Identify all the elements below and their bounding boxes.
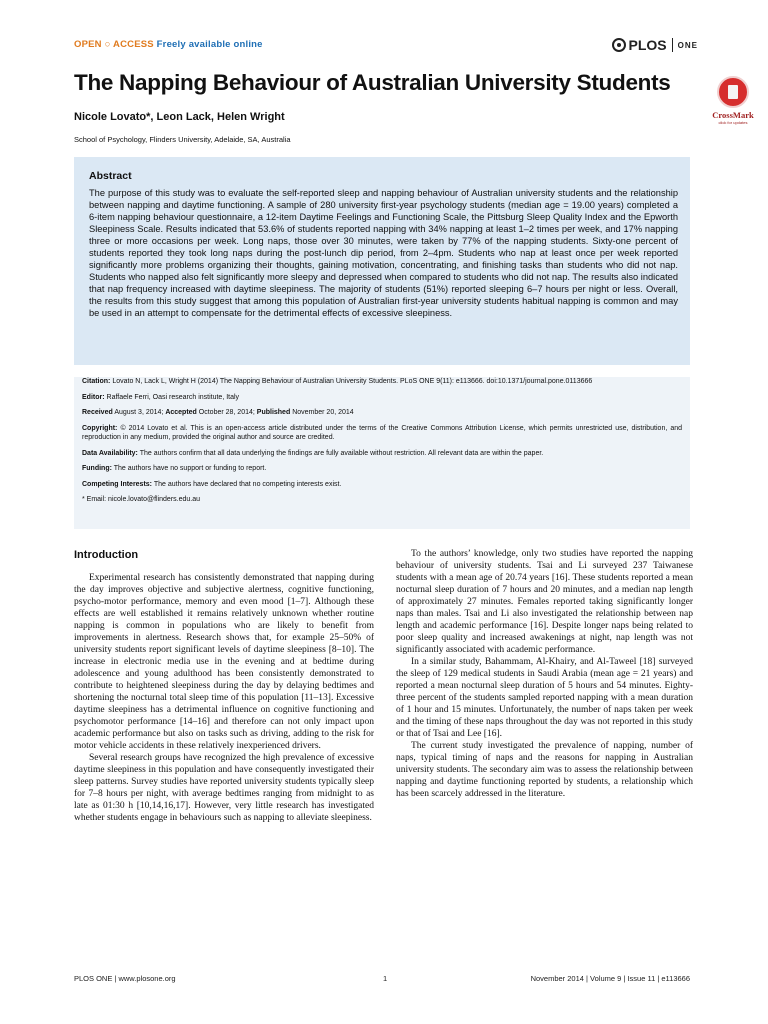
intro-paragraph-3: To the authors’ knowledge, only two studies have reported the napping behaviour of university students. Tsai and Li surveyed 237 Taiwanese students with a mean age of 20.74 years [16]. These students reported a mean nocturnal sleep duration of 7 hours and 20 minutes, and a median nap length of approximately 27 minutes. Females reported taking significantly longer naps than males. Tsai and Li also investigated the relationship between nap length and academic performance [16]. Despite longer naps being related to poor sleep quality and increased awakenings at night, nap length was not significantly associated with academic performance. — [396, 549, 693, 655]
footer-journal[interactable]: PLOS ONE | www.plosone.org — [74, 974, 176, 983]
editor-text: Raffaele Ferri, Oasi research institute, Italy — [106, 393, 240, 401]
freely-available-label: Freely available online — [156, 39, 263, 50]
plos-wordmark: PLOS — [628, 37, 667, 53]
dates — [82, 408, 682, 418]
copyright — [82, 424, 682, 443]
access-label: ACCESS — [113, 39, 154, 50]
citation-text: Lovato N, Lack L, Wright H (2014) The Napping Behaviour of Australian University Students. PLoS ONE 9(11): e113666. doi:10.1371/journal.pone.0113666 — [112, 378, 593, 385]
corresponding-email[interactable]: * Email: nicole.lovato@flinders.edu.au — [82, 496, 201, 503]
abstract-heading: Abstract — [89, 170, 132, 182]
crossmark-sub-label: click for updates — [718, 120, 748, 125]
abstract-text: The purpose of this study was to evaluate the self-reported sleep and napping behaviour of Australian university students and the relationship between napping and daytime functioning. A sample of 280 university first-year psychology students (median age = 19.00 years) completed a 6-item napping behaviour questionnaire, a 12-item Daytime Feelings and Functioning Scale, the Pittsburg Sleep Quality Index and the Epworth Sleepiness Scale. Results indicated that 53.6% of students reported napping with 34% napping at least 1–2 times per week, and 17% napping three or more occasions per week. Long naps, those over 30 minutes, were taken by 77% of the napping students. Sixty-one percent of students reported they took long naps during the post-lunch dip period, from 2–4pm. Students who nap at least once per week reported significantly more problems organizing their thoughts, gaining motivation, concentrating, and finishing tasks than students who did not nap. Students who napped also felt significantly more sleepy and depressed when compared to students who did not nap. The results also indicated that nap frequency increased with daytime sleepiness. The majority of students (51%) reported sleeping 6–7 hours per night or less. Overall, the results from this study suggest that among this population of Australian first-year university students habitual napping is common and may be used in an attempt to compensate for the detrimental effects of excessive sleepiness. — [89, 188, 678, 318]
citation — [82, 377, 682, 387]
copyright-label: Copyright: — [82, 424, 118, 432]
published-date: November 20, 2014 — [292, 409, 354, 416]
intro-paragraph-5: The current study investigated the prevalence of napping, number of naps, typical timing of naps and the reasons for napping in Australian university students. The secondary aim was to assess the relationship between napping and daytime functioning reported by students, a relationship which has been scarcely addressed in the literature. — [396, 741, 693, 799]
accepted-date: October 28, 2014; — [198, 409, 255, 416]
competing-interests — [82, 480, 682, 490]
intro-paragraph-4: In a similar study, Bahammam, Al-Khairy, and Al-Taweel [18] surveyed the sleep of 129 medical students in Saudi Arabia (mean age = 21 years) and reported a mean nocturnal sleep duration of 5 hours and 54 minutes. Eighty-three percent of the students sampled reported napping with a mean duration of 1 hour and 15 minutes. Unfortunately, the number of naps taken per week and the timing of these naps throughout the day was not reported in this study or that of Tsai and Lee [16]. — [396, 657, 693, 739]
data-availability-text: The authors confirm that all data underlying the findings are fully available without restriction. All relevant data are within the paper. — [139, 449, 544, 457]
page-number: 1 — [383, 974, 388, 983]
editor-label: Editor: — [82, 393, 105, 401]
article-title: The Napping Behaviour of Australian University Students — [74, 70, 671, 95]
data-availability-label: Data Availability: — [82, 449, 138, 457]
footer-issue: November 2014 | Volume 9 | Issue 11 | e113666 — [530, 974, 690, 983]
logo-divider — [672, 38, 673, 52]
journal-header — [74, 37, 698, 55]
article-metadata — [74, 377, 690, 529]
open-access-lock-icon: ○ — [104, 39, 111, 50]
editor — [82, 393, 682, 403]
funding-label: Funding: — [82, 465, 112, 472]
abstract-box — [74, 157, 690, 365]
intro-paragraph-2: Several research groups have recognized the high prevalence of excessive daytime sleepiness in this population and have consequently investigated their sleep patterns. Survey studies have reported university students typically sleep for 7–8 hours per night, with average bedtimes ranging from midnight to as late as 01:30 h [10,14,16,17]. However, very little research has investigated whether students engage in behaviours such as napping to alleviate sleepiness. — [74, 753, 374, 823]
copyright-text: © 2014 Lovato et al. This is an open-access article distributed under the terms of the Creative Commons Attribution License, which permits unrestricted use, distribution, and reproduction in any medium, provided the original author and source are credited. — [82, 424, 682, 441]
introduction-heading: Introduction — [74, 549, 139, 561]
author-list: Nicole Lovato*, Leon Lack, Helen Wright — [74, 111, 285, 123]
crossmark-badge[interactable] — [710, 76, 756, 125]
competing-interests-text: The authors have declared that no competing interests exist. — [153, 480, 342, 488]
open-label: OPEN — [74, 39, 102, 50]
plos-logo[interactable] — [612, 37, 698, 53]
funding — [82, 464, 682, 474]
citation-label: Citation: — [82, 378, 111, 385]
accepted-label: Accepted — [165, 409, 197, 416]
crossmark-label: CrossMark — [712, 110, 754, 120]
competing-interests-label: Competing Interests: — [82, 480, 153, 488]
body-column-left — [74, 572, 374, 824]
intro-paragraph-1: Experimental research has consistently demonstrated that napping during the day improves objective and subjective alertness, cognitive functioning, psycho-motor performance, memory and even mood [1–7]. Although these effects are well established it remains relatively unknown whether routine napping is common in populations who are likely to benefit from improvements in alertness. Research shows that, for example 25–50% of university students report significant levels of daytime sleepiness [8–10]. The increase in electronic media use in the evening and at bedtime during adolescence and young adulthood has been consistently demonstrated to contribute to heightened sleepiness during the day by delaying bedtimes and shortening the nocturnal total sleep time of this population [11–13]. Excessive daytime sleepiness has a detrimental influence on cognitive functioning and psychomotor performance [14–16] and therefore can not only impact upon academic performance but also on tasks such as driving, adding to the risk for motor vehicle accidents in these relatively inexperienced drivers. — [74, 573, 374, 751]
received-label: Received — [82, 409, 113, 416]
funding-text: The authors have no support or funding to report. — [113, 465, 267, 472]
body-column-right — [396, 548, 693, 800]
plos-gear-icon — [612, 38, 626, 52]
data-availability — [82, 449, 682, 459]
plos-one-wordmark: ONE — [677, 40, 698, 50]
affiliation: School of Psychology, Flinders University, Adelaide, SA, Australia — [74, 135, 291, 144]
crossmark-icon — [717, 76, 749, 108]
received-date: August 3, 2014; — [114, 409, 164, 416]
published-label: Published — [256, 409, 291, 416]
open-access-banner — [74, 39, 263, 50]
